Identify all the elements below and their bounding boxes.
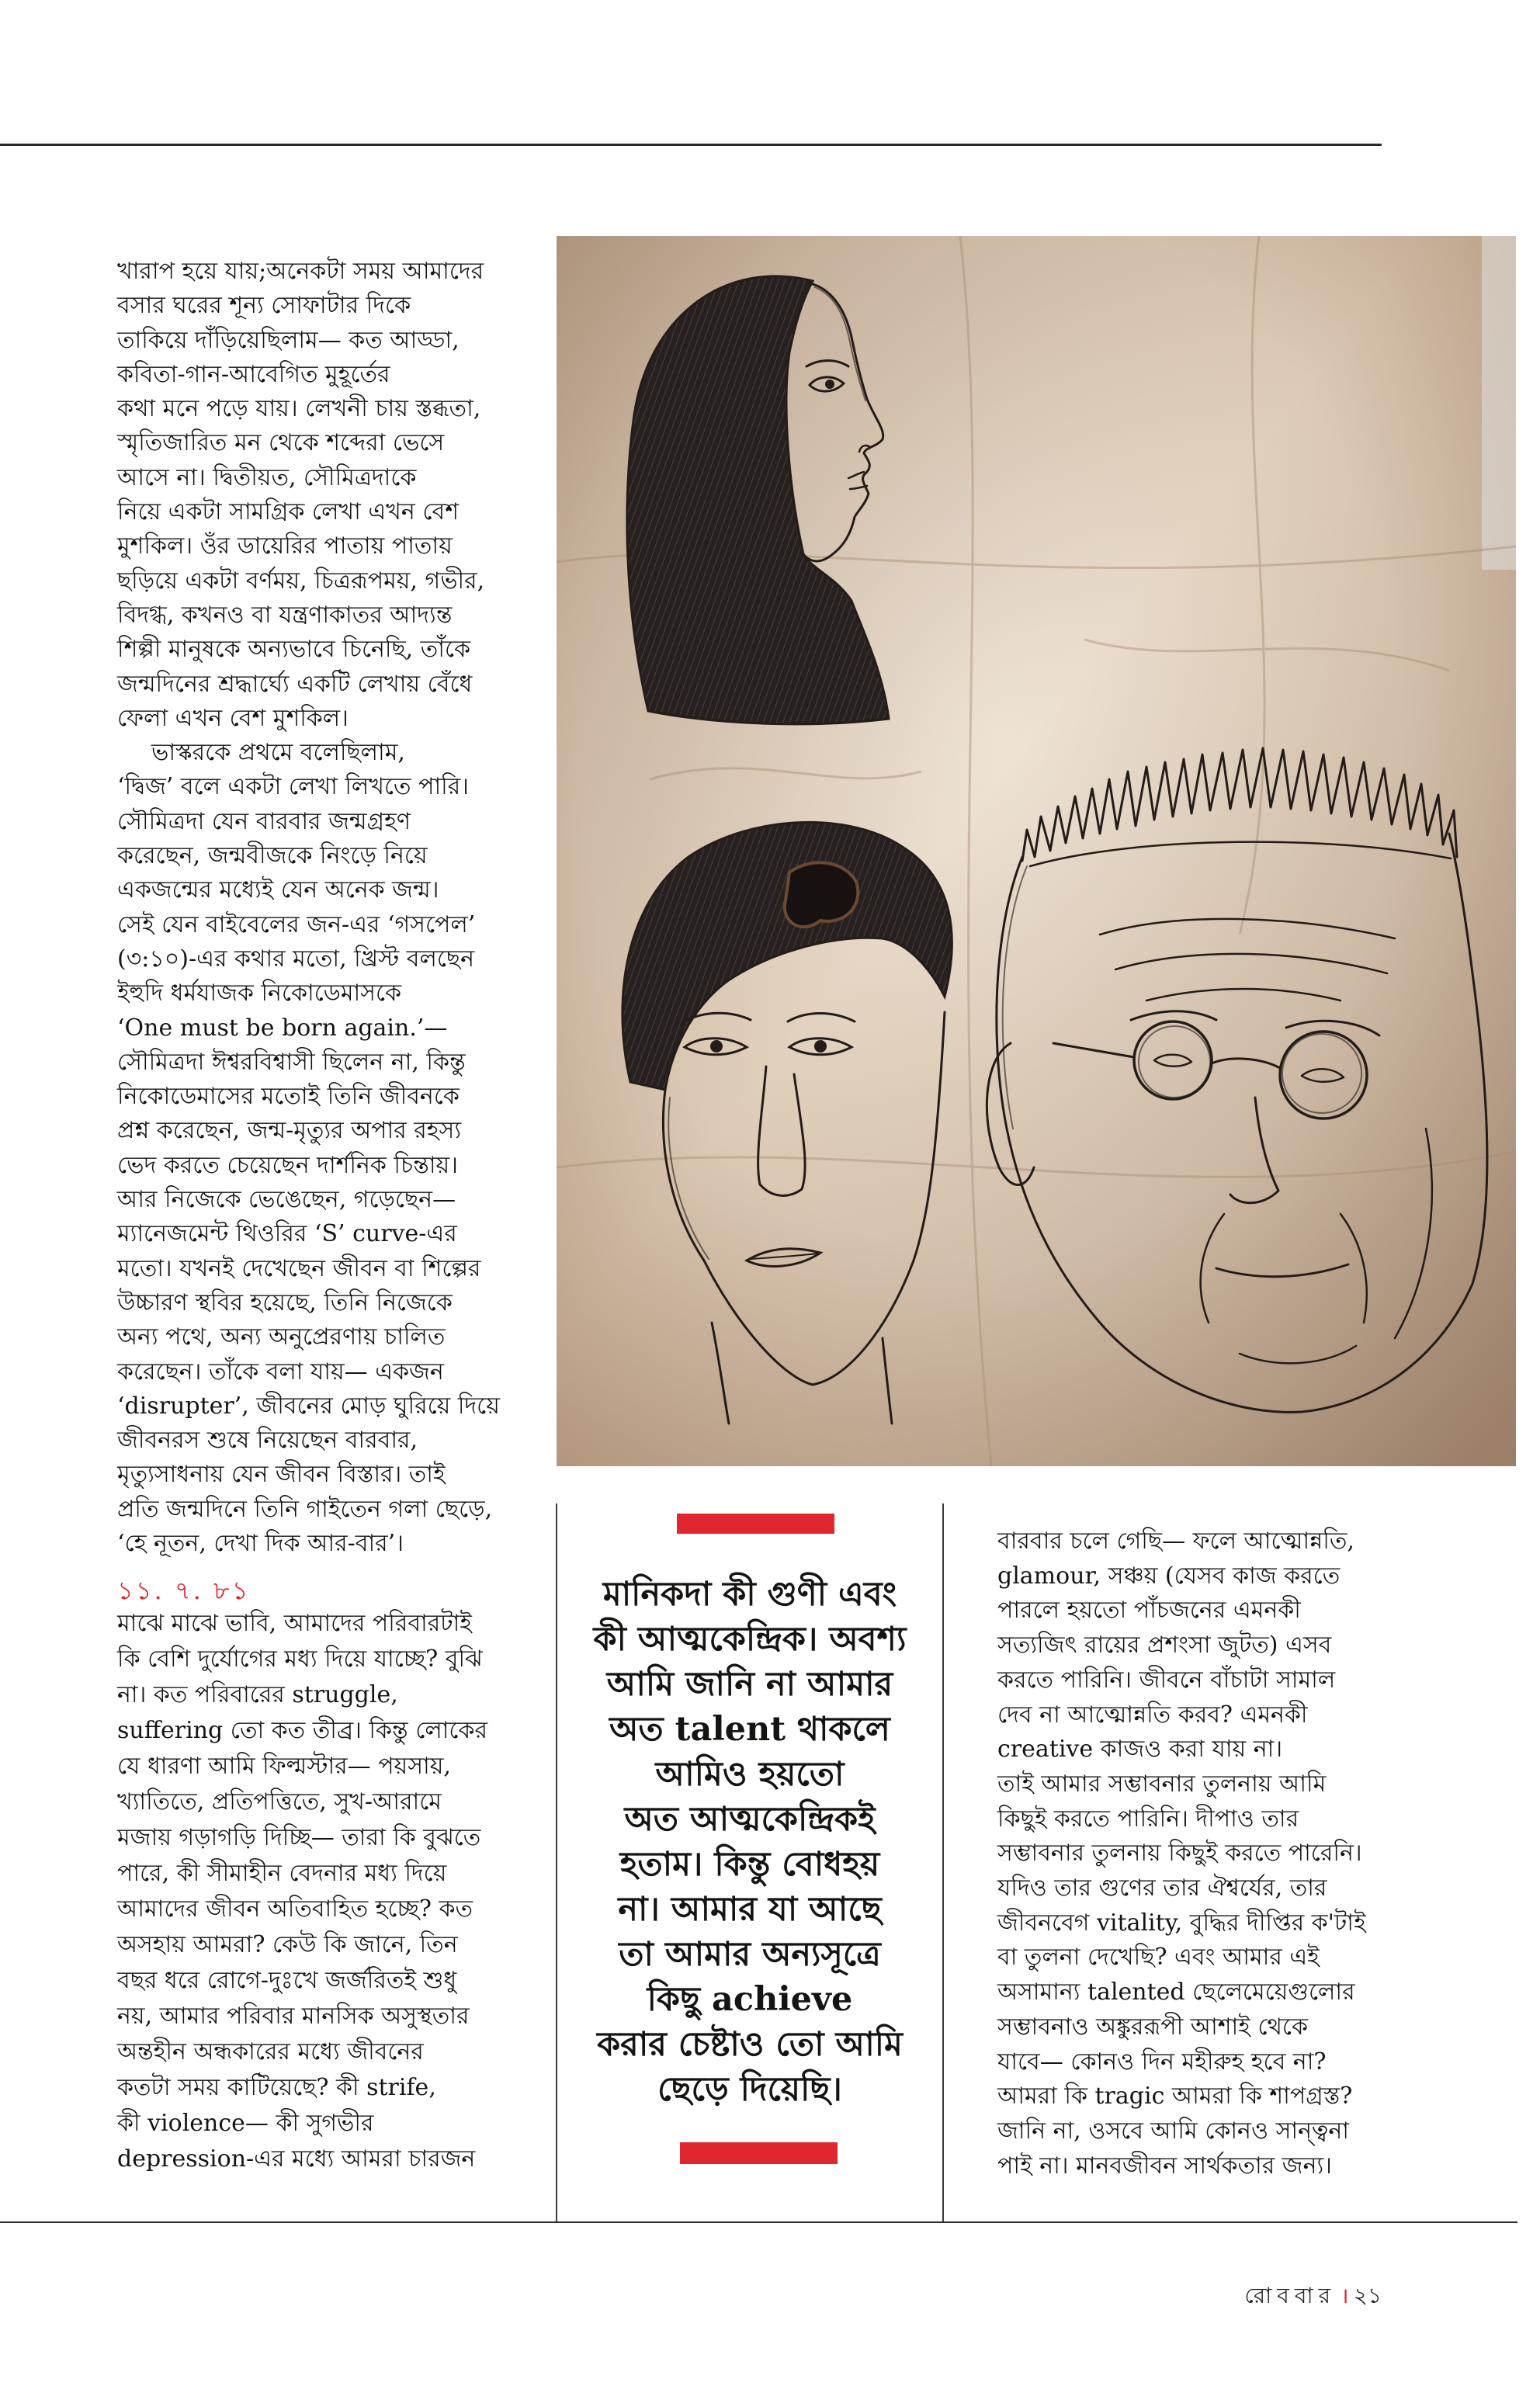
bottom-rule: [0, 2221, 1517, 2223]
left-column-upper: [117, 255, 500, 1561]
left-paragraph-3: মাঝে মাঝে ভাবি, আমাদের পরিবারটাই কি বেশি দুর্যোগের মধ্য দিয়ে যাচ্ছে? বুঝি না। কত পরিবারের struggle, suffering তো কত তীব্র। কিন্তু লোকের যে ধারণা আমি ফিল্মস্টার— পয়সায়, খ্যাতিতে, প্রতিপত্তিতে, সুখ-আরামে মজায় গড়াগড়ি দিচ্ছি— তারা কি বুঝতে পারে, কী সীমাহীন বেদনার মধ্য দিয়ে আমাদের জীবন অতিবাহিত হচ্ছে? কত অসহায় আমরা? কেউ কি জানে, তিন বছর ধরে রোগে-দুঃখে জর্জরিতই শুধু নয়, আমার পরিবার মানসিক অসুস্থতার অন্তহীন অন্ধকারের মধ্যে জীবনের কতটা সময় কাটিয়েছে? কী strife, কী violence— কী সুগভীর depression-এর মধ্যে আমরা চারজন: [117, 1610, 487, 2173]
left-paragraph-1: খারাপ হয়ে যায়;অনেকটা সময় আমাদের বসার ঘরের শূন্য সোফাটার দিকে তাকিয়ে দাঁড়িয়েছিলাম— কত আড্ডা, কবিতা-গান-আবেগিত মুহূর্তের কথা মনে পড়ে যায়। লেখনী চায় স্তব্ধতা, স্মৃতিজারিত মন থেকে শব্দেরা ভেসে আসে না। দ্বিতীয়ত, সৌমিত্রদাকে নিয়ে একটা সামগ্রিক লেখা এখন বেশ মুশকিল। ওঁর ডায়েরির পাতায় পাতায় ছড়িয়ে একটা বর্ণময়, চিত্ররূপময়, গভীর, বিদগ্ধ, কখনও বা যন্ত্রণাকাতর আদ্যন্ত শিল্পী মানুষকে অন্যভাবে চিনেছি, তাঁকে জন্মদিনের শ্রদ্ধার্ঘ্যে একটি লেখায় বেঁধে ফেলা এখন বেশ মুশকিল।: [117, 258, 485, 732]
sketch-illustration: [557, 236, 1516, 1466]
pull-quote-top-bar: [677, 1514, 834, 1534]
page-number: ২১: [1353, 2283, 1382, 2308]
pull-quote: মানিকদা কী গুণী এবং কী আত্মকেন্দ্রিক। অবশ্য আমি জানি না আমার অত talent থাকলে আমিও হয়তো অত আত্মকেন্দ্রিকই হতাম। কিন্তু বোধহয় না। আমার যা আছে তা আমার অন্যসূত্রে কিছু achieve করার চেষ্টাও তো আমি ছেড়ে দিয়েছি।: [593, 1575, 907, 2109]
magazine-name: রোববার: [1244, 2283, 1336, 2308]
footer-separator: ।: [1341, 2283, 1349, 2308]
right-column: [997, 1524, 1366, 2183]
left-paragraph-2: ভাস্করকে প্রথমে বলেছিলাম, ‘দ্বিজ’ বলে একটা লেখা লিখতে পারি। সৌমিত্রদা যেন বারবার জন্মগ্রহণ করেছেন, জন্মবীজকে নিংড়ে নিয়ে একজন্মের মধ্যেই যেন অনেক জন্ম। সেই যেন বাইবেলের জন-এর ‘গসপেল’ (৩:১০)-এর কথার মতো, খ্রিস্ট বলছেন ইহুদি ধর্মযাজক নিকোডেমাসকে ‘One must be born again.’— সৌমিত্রদা ঈশ্বরবিশ্বাসী ছিলেন না, কিন্তু নিকোডেমাসের মতোই তিনি জীবনকে প্রশ্ন করেছেন, জন্ম-মৃত্যুর অপার রহস্য ভেদ করতে চেয়েছেন দার্শনিক চিন্তায়। আর নিজেকে ভেঙেছেন, গড়েছেন— ম্যানেজমেন্ট থিওরির ‘S’ curve-এর মতো। যখনই দেখেছেন জীবন বা শিল্পের উচ্চারণ স্থবির হয়েছে, তিনি নিজেকে অন্য পথে, অন্য অনুপ্রেরণায় চালিত করেছেন। তাঁকে বলা যায়— একজন ‘disrupter’, জীবনের মোড় ঘুরিয়ে দিয়ে জীবনরস শুষে নিয়েছেন বারবার, মৃত্যুসাধনায় যেন জীবন বিস্তার। তাই প্রতি জন্মদিনে তিনি গাইতেন গলা ছেড়ে, ‘হে নূতন, দেখা দিক আর-বার’।: [117, 739, 500, 1557]
diary-date-heading: ১১. ৭. ৮১: [117, 1576, 251, 1605]
pull-quote-bottom-bar: [680, 2142, 838, 2164]
left-column-lower: [117, 1606, 487, 2177]
right-paragraph: বারবার চলে গেছি— ফলে আত্মোন্নতি, glamour, সঞ্চয় (যেসব কাজ করতে পারলে হয়তো পাঁচজনের এমনকী সত্যজিৎ রায়ের প্রশংসা জুটত) এসব করতে পারিনি। জীবনে বাঁচাটা সামাল দেব না আত্মোন্নতি করব? এমনকী creative কাজও করা যায় না। তাই আমার সম্ভাবনার তুলনায় আমি কিছুই করতে পারিনি। দীপাও তার সম্ভাবনার তুলনায় কিছুই করতে পারেনি। যদিও তার গুণের তার ঐশ্বর্যের, তার জীবনবেগ vitality, বুদ্ধির দীপ্তির ক'টাই বা তুলনা দেখেছি? এবং আমার এই অসামান্য talented ছেলেমেয়েগুলোর সম্ভাবনাও অঙ্কুররূপী আশাই থেকে যাবে— কোনও দিন মহীরুহ হবে না? আমরা কি tragic আমরা কি শাপগ্রস্ত? জানি না, ওসবে আমি কোনও সান্ত্বনা পাই না। মানবজীবন সার্থকতার জন্য।: [997, 1528, 1366, 2180]
top-rule: [0, 144, 1382, 146]
page-footer: [1244, 2280, 1382, 2311]
